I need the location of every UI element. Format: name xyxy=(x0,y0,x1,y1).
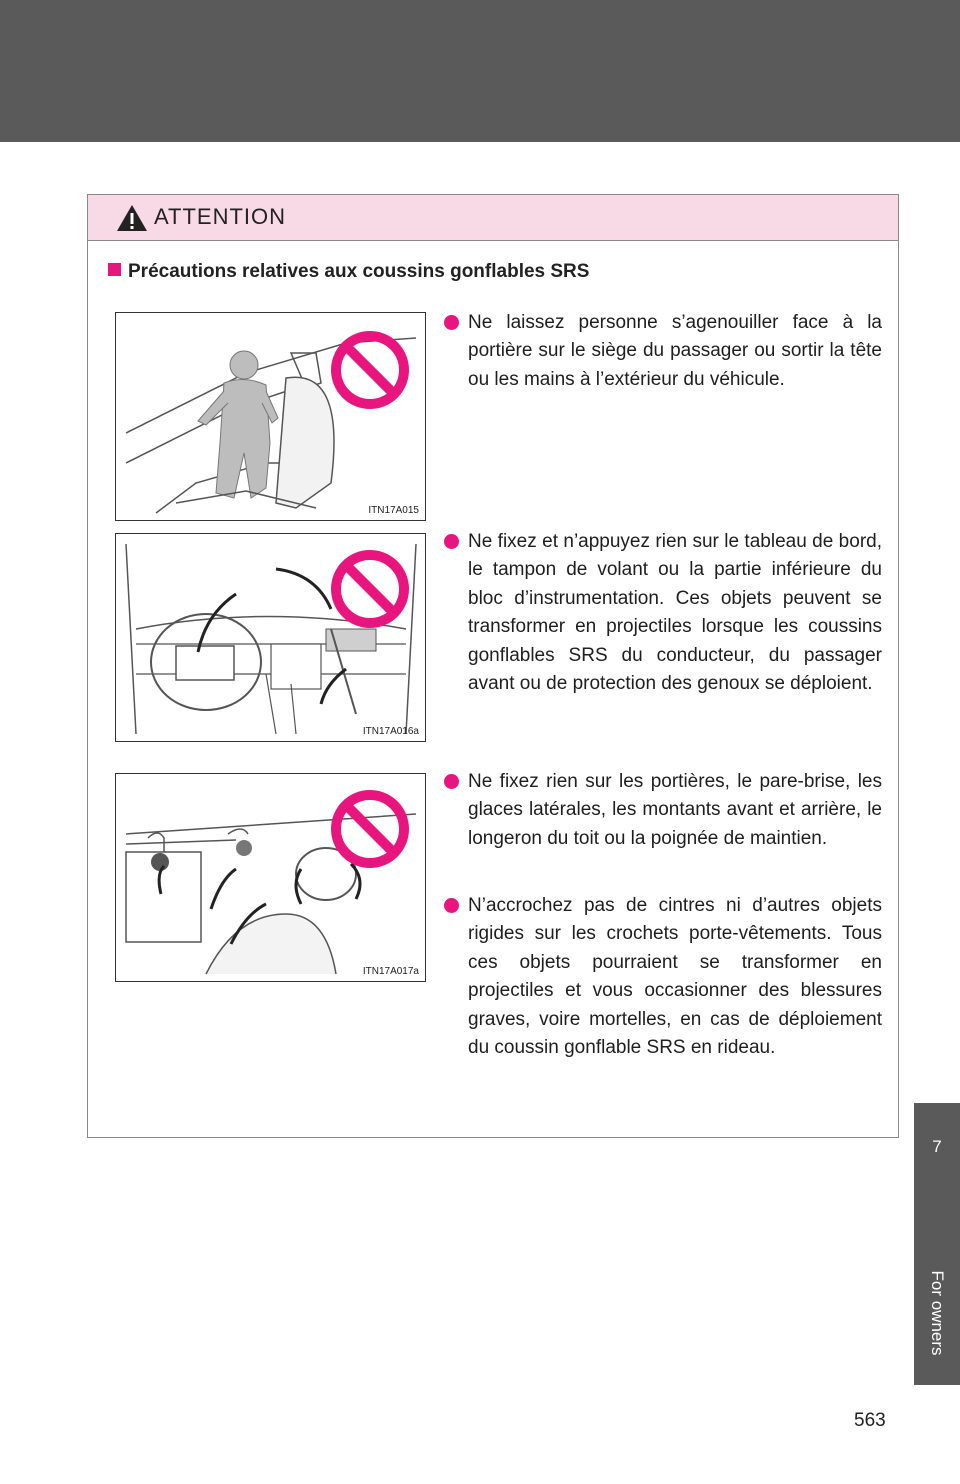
prohibition-icon xyxy=(329,329,411,411)
page-number: 563 xyxy=(854,1410,886,1431)
prohibition-icon xyxy=(329,548,411,630)
figure-passenger-kneeling xyxy=(115,312,426,521)
chapter-label: For owners xyxy=(928,1270,947,1356)
chapter-tab[interactable] xyxy=(914,1103,960,1385)
figure-code: ITN17A016a xyxy=(362,726,419,737)
bullet-dot-icon xyxy=(444,774,459,789)
attention-title: ATTENTION xyxy=(154,204,287,229)
section-heading: Précautions relatives aux coussins gonflables SRS xyxy=(108,261,589,283)
bullet-dot-icon xyxy=(444,315,459,330)
top-band xyxy=(0,0,960,142)
chapter-number: 7 xyxy=(932,1137,942,1156)
bullet-item: Ne fixez rien sur les portières, le pare-brise, les glaces latérales, les montants avant et arrière, le longeron du toit ou la poignée de maintien. xyxy=(444,768,882,853)
figure-code: ITN17A015 xyxy=(368,505,419,516)
warning-icon xyxy=(116,204,148,232)
bullet-dot-icon xyxy=(444,534,459,549)
figure-interior-hooks xyxy=(115,773,426,982)
prohibition-icon xyxy=(329,788,411,870)
bullet-dot-icon xyxy=(444,898,459,913)
bullet-item: N’accrochez pas de cintres ni d’autres objets rigides sur les crochets porte-vêtements. Tous ces objets pourraient se transformer en projectiles et vous occasionner des blessures graves, voire mortelles, en cas de déploiement du coussin gonflable SRS en rideau. xyxy=(444,892,882,1062)
attention-box xyxy=(87,194,899,1138)
attention-header xyxy=(88,195,898,241)
bullet-item: Ne fixez et n’appuyez rien sur le tableau de bord, le tampon de volant ou la partie inférieure du bloc d’instrumentation. Ces objets peuvent se transformer en projectiles lorsque les coussins gonflables SRS du conducteur, du passager avant ou de protection des genoux se déploient. xyxy=(444,528,882,698)
square-bullet-icon xyxy=(108,263,121,276)
figure-dashboard xyxy=(115,533,426,742)
figure-code: ITN17A017a xyxy=(362,966,419,977)
bullet-item: Ne laissez personne s’agenouiller face à la portière sur le siège du passager ou sortir la tête ou les mains à l’extérieur du véhicule. xyxy=(444,309,882,394)
